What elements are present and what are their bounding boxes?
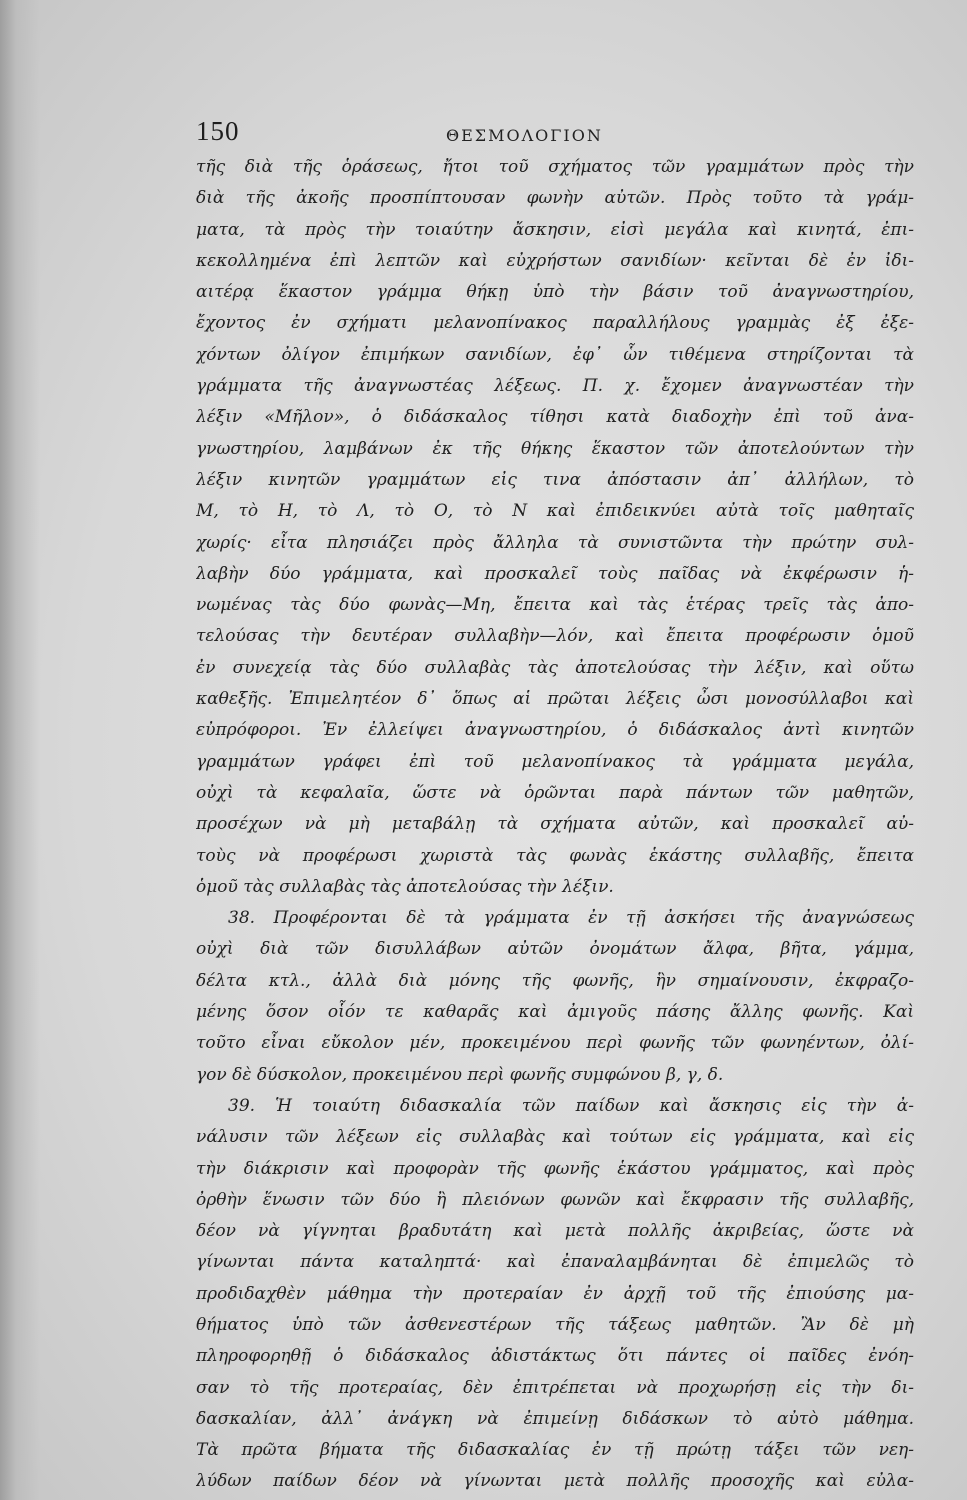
text-line: πληροφορηθῇ ὁ διδάσκαλος ἀδιστάκτως ὅτι πάντες οἱ παῖδες ἐνόη- <box>196 1346 914 1367</box>
text-line: προσέχων νὰ μὴ μεταβάλῃ τὰ σχήματα αὐτῶν, καὶ προσκαλεῖ αὐ- <box>196 814 914 835</box>
text-line: οὐχὶ διὰ τῶν δισυλλάβων αὐτῶν ὀνομάτων ἄλφα, βῆτα, γάμμα, <box>196 939 914 960</box>
text-line: κεκολλημένα ἐπὶ λεπτῶν καὶ εὐχρήστων σανιδίων· κεῖνται δὲ ἐν ἰδι- <box>196 250 914 271</box>
page-header <box>196 112 916 152</box>
text-line: νωμένας τὰς δύο φωνὰς—Μη, ἔπειτα καὶ τὰς ἑτέρας τρεῖς τὰς ἀπο- <box>196 595 914 616</box>
text-line: νάλυσιν τῶν λέξεων εἰς συλλαβὰς καὶ τούτων εἰς γράμματα, καὶ εἰς <box>196 1127 914 1148</box>
text-line: γνωστηρίου, λαμβάνων ἐκ τῆς θήκης ἕκαστον τῶν ἀποτελούντων τὴν <box>196 438 914 459</box>
text-line: διὰ τῆς ἀκοῆς προσπίπτουσαν φωνὴν αὐτῶν. Πρὸς τοῦτο τὰ γράμ- <box>196 188 914 209</box>
text-line: αιτέρᾳ ἕκαστον γράμμα θήκῃ ὑπὸ τὴν βάσιν τοῦ ἀναγνωστηρίου, <box>196 282 914 303</box>
text-line: Τὰ πρῶτα βήματα τῆς διδασκαλίας ἐν τῇ πρώτῃ τάξει τῶν νεη- <box>196 1440 914 1461</box>
text-line: ματα, τὰ πρὸς τὴν τοιαύτην ἄσκησιν, εἰσὶ μεγάλα καὶ κινητά, ἐπι- <box>196 219 914 240</box>
text-line: ἐν συνεχείᾳ τὰς δύο συλλαβὰς τὰς ἀποτελούσας τὴν λέξιν, καὶ οὕτω <box>196 657 914 678</box>
text-line: τελούσας τὴν δευτέραν συλλαβὴν—λόν, καὶ ἔπειτα προφέρωσιν ὁμοῦ <box>196 626 914 647</box>
text-line: τοὺς νὰ προφέρωσι χωριστὰ τὰς φωνὰς ἑκάστης συλλαβῆς, ἔπειτα <box>196 845 914 866</box>
text-line: Μ, τὸ Η, τὸ Λ, τὸ Ο, τὸ Ν καὶ ἐπιδεικνύει αὐτὰ τοῖς μαθηταῖς <box>196 501 914 522</box>
text-line: προδιδαχθὲν μάθημα τὴν προτεραίαν ἐν ἀρχῇ τοῦ τῆς ἐπιούσης μα- <box>196 1283 914 1304</box>
text-line: τῆς διὰ τῆς ὁράσεως, ἤτοι τοῦ σχήματος τῶν γραμμάτων πρὸς τὴν <box>196 157 914 177</box>
text-line: 38. Προφέρονται δὲ τὰ γράμματα ἐν τῇ ἀσκήσει τῆς ἀναγνώσεως <box>228 908 914 929</box>
text-line: δέον νὰ γίγνηται βραδυτάτη καὶ μετὰ πολλῆς ἀκριβείας, ὥστε νὰ <box>196 1221 914 1242</box>
text-line: δασκαλίαν, ἀλλ᾽ ἀνάγκη νὰ ἐπιμείνῃ διδάσκων τὸ αὐτὸ μάθημα. <box>196 1408 914 1429</box>
running-title: ΘΕΣΜΟΛΟΓΙΟΝ <box>446 126 603 145</box>
text-line: 39. Ἡ τοιαύτη διδασκαλία τῶν παίδων καὶ ἄσκησις εἰς τὴν ἀ- <box>228 1095 914 1116</box>
text-line: λέξιν «Μῆλον», ὁ διδάσκαλος τίθησι κατὰ διαδοχὴν ἐπὶ τοῦ ἀνα- <box>196 407 914 428</box>
text-line: χωρίς· εἶτα πλησιάζει πρὸς ἄλληλα τὰ συνιστῶντα τὴν πρώτην συλ- <box>196 532 914 553</box>
text-line: τὴν διάκρισιν καὶ προφορὰν τῆς φωνῆς ἑκάστου γράμματος, καὶ πρὸς <box>196 1158 914 1179</box>
text-line: οὐχὶ τὰ κεφαλαῖα, ὥστε νὰ ὁρῶνται παρὰ πάντων τῶν μαθητῶν, <box>196 782 914 803</box>
gutter-shadow <box>0 0 40 1500</box>
body-text <box>196 152 914 1498</box>
text-line: γον δὲ δύσκολον, προκειμένου περὶ φωνῆς συμφώνου β, γ, δ. <box>196 1064 724 1085</box>
text-line: λαβὴν δύο γράμματα, καὶ προσκαλεῖ τοὺς παῖδας νὰ ἐκφέρωσιν ἡ- <box>196 563 914 584</box>
text-line: χόντων ὀλίγον ἐπιμήκων σανιδίων, ἐφ᾽ ὧν τιθέμενα στηρίζονται τὰ <box>196 344 914 365</box>
text-line: ἔχοντος ἐν σχήματι μελανοπίνακος παραλλήλους γραμμὰς ἐξ ἐξε- <box>196 313 914 334</box>
text-line: ὁμοῦ τὰς συλλαβὰς τὰς ἀποτελούσας τὴν λέξιν. <box>196 876 614 897</box>
text-line: γίνωνται πάντα καταληπτά· καὶ ἐπαναλαμβάνηται δὲ ἐπιμελῶς τὸ <box>196 1252 914 1273</box>
text-line: γράμματα τῆς ἀναγνωστέας λέξεως. Π. χ. ἔχομεν ἀναγνωστέαν τὴν <box>196 376 914 397</box>
page-number: 150 <box>196 116 240 146</box>
text-line: λύδων παίδων δέον νὰ γίνωνται μετὰ πολλῆς προσοχῆς καὶ εὐλα- <box>196 1471 914 1492</box>
text-line: καθεξῆς. Ἐπιμελητέον δ᾽ ὅπως αἱ πρῶται λέξεις ὦσι μονοσύλλαβοι καὶ <box>196 689 914 710</box>
text-line: εὐπρόφοροι. Ἐν ἐλλείψει ἀναγνωστηρίου, ὁ διδάσκαλος ἀντὶ κινητῶν <box>196 720 914 741</box>
text-line: λέξιν κινητῶν γραμμάτων εἰς τινα ἀπόστασιν ἀπ᾽ ἀλλήλων, τὸ <box>196 469 914 490</box>
text-line: ὀρθὴν ἕνωσιν τῶν δύο ἢ πλειόνων φωνῶν καὶ ἔκφρασιν τῆς συλλαβῆς, <box>196 1189 914 1210</box>
text-line: δέλτα κτλ., ἀλλὰ διὰ μόνης τῆς φωνῆς, ἣν σημαίνουσιν, ἐκφραζο- <box>196 970 914 991</box>
text-line: τοῦτο εἶναι εὔκολον μέν, προκειμένου περὶ φωνῆς τῶν φωνηέντων, ὀλί- <box>196 1033 914 1054</box>
text-line: θήματος ὑπὸ τῶν ἀσθενεστέρων τῆς τάξεως μαθητῶν. Ἂν δὲ μὴ <box>196 1314 914 1335</box>
text-line: σαν τὸ τῆς προτεραίας, δὲν ἐπιτρέπεται νὰ προχωρήσῃ εἰς τὴν δι- <box>196 1377 914 1398</box>
text-line: γραμμάτων γράφει ἐπὶ τοῦ μελανοπίνακος τὰ γράμματα μεγάλα, <box>196 751 914 772</box>
text-line: μένης ὅσον οἷόν τε καθαρᾶς καὶ ἀμιγοῦς πάσης ἄλλης φωνῆς. Καὶ <box>196 1002 914 1023</box>
